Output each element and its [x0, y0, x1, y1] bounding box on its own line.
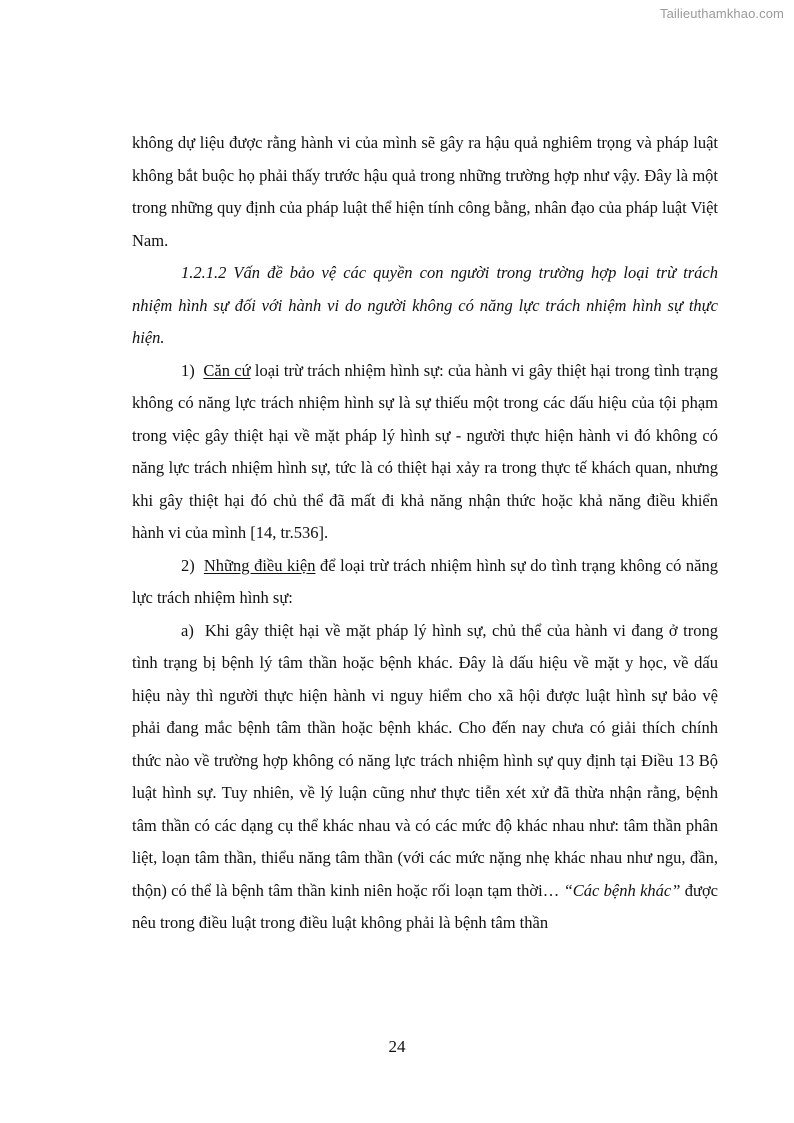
- sub-item-label: a): [181, 620, 194, 640]
- sub-item-text: Khi gây thiệt hại về mặt pháp lý hình sự, chủ thể của hành vi đang ở trong tình trạng bị bệnh lý tâm thần hoặc bệnh khác. Đây là dấu hiệu về mặt y học, về dấu hiệu này thì người thực hiện hành vi nguy hiểm cho xã hội được luật hình sự bảo vệ phải đang mắc bệnh tâm thần hoặc bệnh khác. Cho đến nay chưa có giải thích chính thức nào về trường hợp không có năng lực trách nhiệm hình sự quy định tại Điều 13 Bộ luật hình sự. Tuy nhiên, về lý luận cũng như thực tiễn xét xử đã thừa nhận rằng, bệnh tâm thần có các dạng cụ thể khác nhau và có các mức độ khác nhau như: tâm thần phân liệt, loạn tâm thần, thiểu năng tâm thần (với các mức nặng nhẹ khác nhau như ngu, đần, thộn) có thể là bệnh tâm thần kinh niên hoặc rối loạn tạm thời…: [132, 620, 718, 900]
- underlined-term: Căn cứ: [203, 360, 251, 380]
- sub-item-tail: được nêu trong điều luật trong điều luật không phải là bệnh tâm thần: [132, 880, 719, 932]
- list-number: 1): [181, 360, 195, 380]
- list-item-text: để loại trừ trách nhiệm hình sự do tình trạng không có năng lực trách nhiệm hình sự:: [132, 555, 718, 607]
- list-item-text: loại trừ trách nhiệm hình sự: của hành vi gây thiệt hại trong tình trạng không có năng lực trách nhiệm hình sự là sự thiếu một trong các dấu hiệu của tội phạm trong việc gây thiệt hại về mặt pháp lý hình sự - người thực hiện hành vi đó không có năng lực trách nhiệm hình sự, tức là có thiệt hại xảy ra trong thực tế khách quan, nhưng khi gây thiệt hại đó chủ thể đã mất đi khả năng nhận thức hoặc khả năng điều khiển hành vi của mình [14, tr.536].: [132, 360, 718, 542]
- sub-item-a: [132, 615, 718, 940]
- watermark: Tailieuthamkhao.com: [659, 6, 784, 21]
- list-item-2: [132, 550, 718, 615]
- section-heading: 1.2.1.2 Vấn đề bảo vệ các quyền con người trong trường hợp loại trừ trách nhiệm hình sự đối với hành vi do người không có năng lực trách nhiệm hình sự thực hiện.: [132, 263, 718, 347]
- paragraph-continuation: không dự liệu được rằng hành vi của mình sẽ gây ra hậu quả nghiêm trọng và pháp luật không bắt buộc họ phải thấy trước hậu quả trong những trường hợp như vậy. Đây là một trong những quy định của pháp luật thể hiện tính công bằng, nhân đạo của pháp luật Việt Nam.: [132, 133, 718, 250]
- document-body: [132, 127, 718, 940]
- quoted-term: “Các bệnh khác”: [563, 880, 681, 900]
- underlined-term: Những điều kiện: [203, 555, 316, 575]
- list-item-1: [132, 355, 718, 550]
- list-number: 2): [181, 555, 195, 575]
- page-number: 24: [388, 1037, 406, 1056]
